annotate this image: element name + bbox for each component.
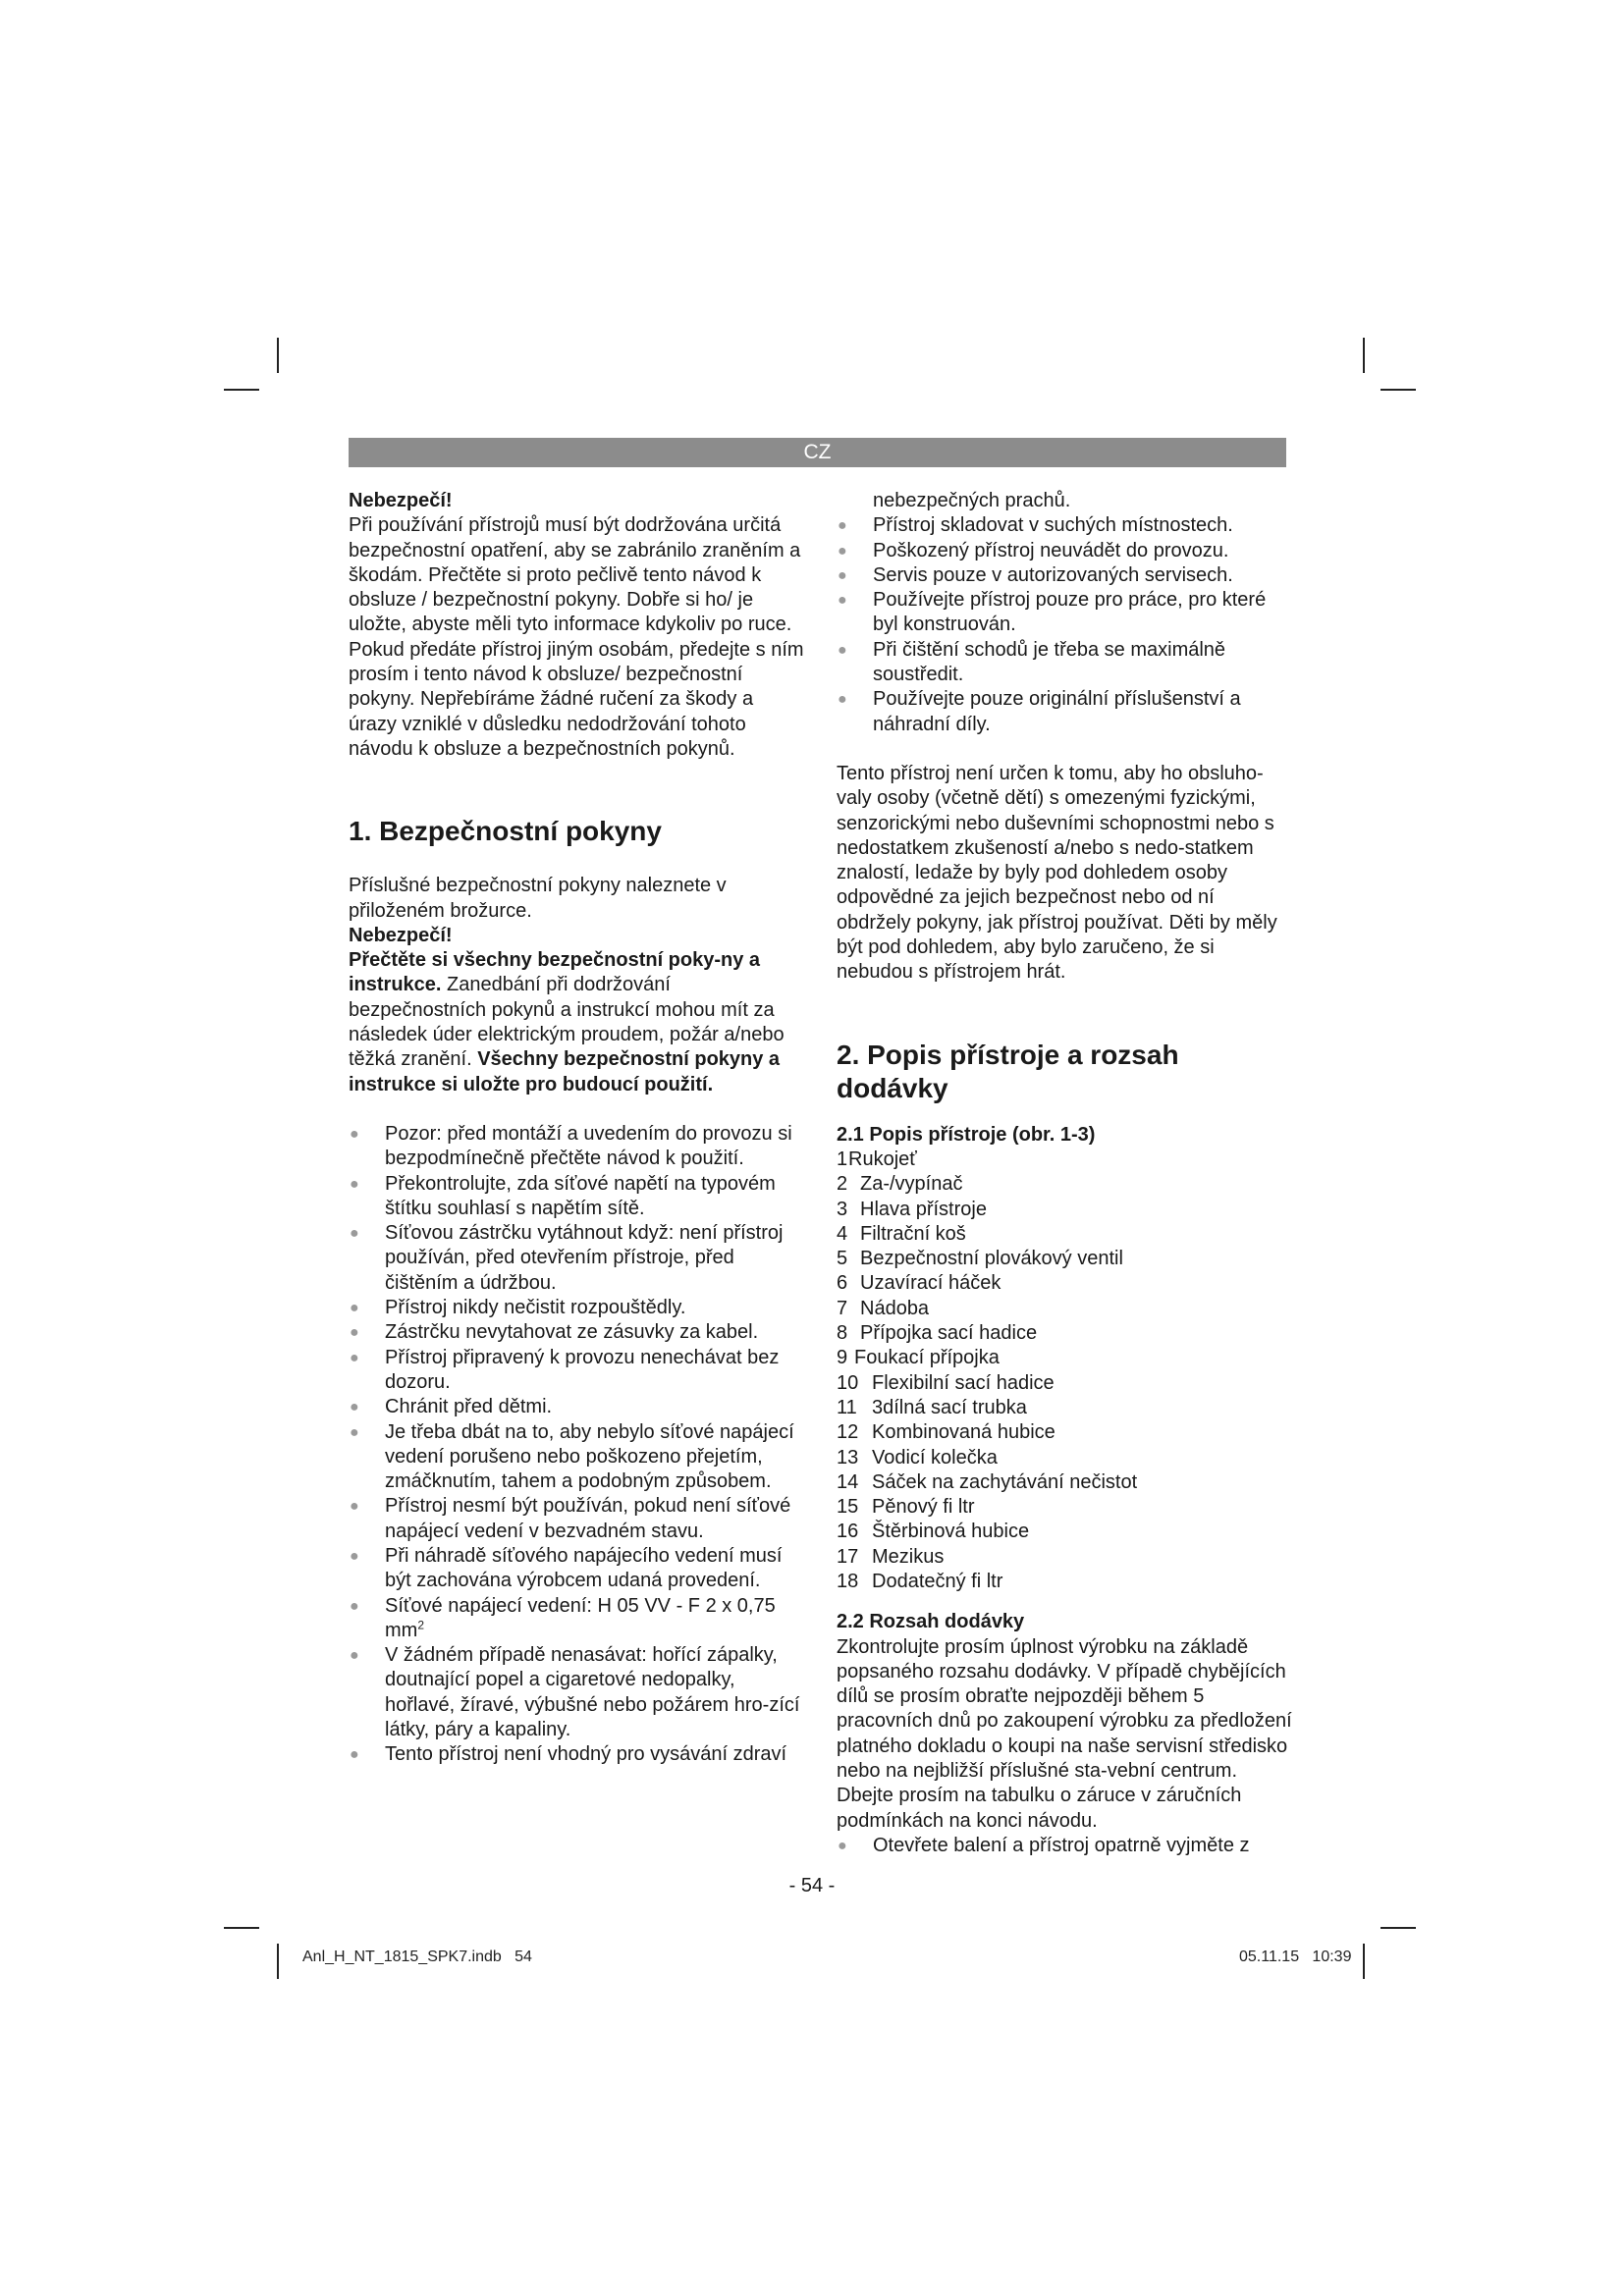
list-item: 12 Kombinovaná hubice (837, 1421, 1056, 1444)
bullet-icon: ● (350, 1175, 359, 1193)
bullet-icon: ● (350, 1423, 359, 1441)
delivery-scope-text: Zkontrolujte prosím úplnost výrobku na základě popsaného rozsahu dodávky. V případě chybějících dílů se prosím obraťte nejpozději během 5 pracovních dnů po zakoupení výrobku za předložení platného dokladu o koupi na naše servisní středisko nebo na nejbližší příslušné sta-vební centrum. Dbejte prosím na tabulku o záruce v záručních podmínkách na konci návodu. (837, 1635, 1292, 1832)
crop-mark (1380, 1927, 1416, 1929)
cable-spec: Síťové napájecí vedení: H 05 VV - F 2 x 0,75 mm (385, 1594, 776, 1641)
right-column (837, 489, 1293, 1858)
list-item: ● Překontrolujte, zda síťové napětí na typovém štítku souhlasí s napětím sítě. (350, 1172, 776, 1219)
list-item: 9 Foukací přípojka (837, 1347, 1000, 1369)
left-column (349, 489, 805, 1768)
list-item: ● Síťovou zástrčku vytáhnout když: není přístroj používán, před otevřením přístroje, před čištěním a údržbou. (350, 1222, 784, 1294)
bullet-icon: ● (350, 1547, 359, 1565)
list-item: 16 Štěrbinová hubice (837, 1521, 1030, 1543)
list-item: ● Přístroj nikdy nečistit rozpouštědly. (349, 1296, 805, 1320)
bullet-icon: ● (838, 566, 847, 584)
page-number: - 54 - (788, 1875, 836, 1896)
crop-mark (224, 389, 259, 391)
list-item: ● Pozor: před montáží a uvedením do provozu si bezpodmínečně přečtěte návod k použití. (350, 1122, 792, 1170)
section-1-intro: Příslušné bezpečnostní pokyny naleznete v přiloženém brožurce. (349, 875, 727, 922)
footer-file-info: Anl_H_NT_1815_SPK7.indb 54 (302, 1949, 532, 1965)
warning-bold-1: Přečtěte si všechny bezpečnostní poky-ny a instrukce. (349, 949, 761, 996)
bullet-icon: ● (838, 641, 847, 659)
bullet-icon: ● (350, 1498, 359, 1516)
bullet-icon: ● (350, 1399, 359, 1416)
bullet-icon: ● (350, 1125, 359, 1143)
list-item: ● Otevřete balení a přístroj opatrně vyjměte z (837, 1834, 1293, 1858)
bullet-icon: ● (350, 1300, 359, 1317)
bullet-icon: ● (838, 592, 847, 610)
bullet-icon: ● (350, 1225, 359, 1243)
bullet-icon: ● (350, 1746, 359, 1764)
section-2-title: 2. Popis přístroje a rozsah dodávky (837, 1039, 1179, 1103)
subsection-2-2-title: 2.2 Rozsah dodávky (837, 1611, 1025, 1633)
unpack-bullet-list (837, 1834, 1293, 1858)
list-item: ● Tento přístroj není vhodný pro vysávání zdraví (349, 1742, 805, 1767)
language-header-bar (349, 438, 1286, 467)
intro-heading: Nebezpečí! (349, 490, 453, 511)
crop-mark (224, 1927, 259, 1929)
list-item: 11 3dílná sací trubka (837, 1396, 1027, 1418)
list-item: 7 Nádoba (837, 1297, 930, 1319)
list-item: ● Při čištění schodů je třeba se maximálně soustředit. (838, 638, 1226, 686)
footer-datetime: 05.11.15 10:39 (1239, 1949, 1352, 1965)
children-notice: Tento přístroj není určen k tomu, aby ho obsluho-valy osoby (včetně dětí) s omezenými fyzickými, senzorickými nebo duševními schopnostmi nebo s nedostatkem zkušeností a/nebo s nedo-statkem znalostí, ledaže by byly pod dohledem osoby odpovědné za jejich bezpečnost nebo od ní obdržely pokyny, jak přístroj používat. Děti by měly být pod dohledem, aby bylo zaručeno, že si nebudou s přístrojem hrát. (837, 762, 1277, 984)
subsection-2-1-title: 2.1 Popis přístroje (obr. 1-3) (837, 1123, 1096, 1146)
list-item: 2 Za-/vypínač (837, 1173, 963, 1196)
list-item: ● Zástrčku nevytahovat ze zásuvky za kabel. (349, 1320, 805, 1345)
section-1-title: 1. Bezpečnostní pokyny (349, 816, 662, 847)
crop-mark (1363, 1944, 1365, 1979)
crop-mark (277, 338, 279, 373)
list-item: ● Přístroj připravený k provozu nenechávat bez dozoru. (350, 1346, 780, 1393)
list-item: ● Používejte pouze originální příslušenství a náhradní díly. (838, 688, 1241, 735)
bullet-icon: ● (838, 542, 847, 560)
crop-mark (277, 1944, 279, 1979)
list-item: 14 Sáček na zachytávání nečistot (837, 1470, 1138, 1493)
bullet-icon: ● (838, 517, 847, 535)
bullet-icon: ● (838, 1837, 847, 1854)
storage-bullet-list (837, 513, 1293, 737)
list-item: 6 Uzavírací háček (837, 1272, 1001, 1295)
crop-mark (1363, 338, 1365, 373)
list-item: 1 Rukojeť (837, 1148, 917, 1170)
list-item: ● Přístroj nesmí být používán, pokud není síťové napájecí vedení v bezvadném stavu. (350, 1495, 791, 1542)
continuation-text: nebezpečných prachů. (873, 490, 1071, 511)
list-item: ● Používejte přístroj pouze pro práce, pro které byl konstruován. (838, 589, 1267, 636)
list-item: 5 Bezpečnostní plovákový ventil (837, 1248, 1123, 1270)
list-item: 17 Mezikus (837, 1545, 945, 1568)
bullet-icon: ● (838, 691, 847, 709)
list-item: 4 Filtrační koš (837, 1222, 966, 1245)
safety-bullet-list (349, 1122, 805, 1768)
list-item: 13 Vodicí kolečka (837, 1446, 998, 1468)
list-item: ● Chránit před dětmi. (349, 1395, 805, 1419)
parts-list (837, 1148, 1293, 1594)
list-item: 10 Flexibilní sací hadice (837, 1371, 1055, 1394)
bullet-icon: ● (350, 1324, 359, 1342)
list-item: 15 Pěnový fi ltr (837, 1496, 975, 1519)
list-item: 3 Hlava přístroje (837, 1198, 987, 1220)
list-item: ● Servis pouze v autorizovaných servisech. (837, 563, 1293, 588)
list-item: ● Poškozený přístroj neuvádět do provozu. (837, 539, 1293, 563)
warning-bold-2: Všechny bezpečnostní pokyny a instrukce si uložte pro budoucí použití. (349, 1048, 781, 1095)
warning-paragraph (349, 948, 805, 1097)
list-item (349, 1594, 805, 1644)
cable-spec-superscript: 2 (417, 1618, 425, 1632)
list-item: 8 Přípojka sací hadice (837, 1322, 1038, 1345)
list-item: ● V žádném případě nenasávat: hořící zápalky, doutnající popel a cigaretové nedopalky, hořlavé, žíravé, výbušné nebo požárem hro-zící látky, páry a kapaliny. (350, 1644, 800, 1741)
bullet-icon: ● (350, 1597, 359, 1615)
intro-text: Při používání přístrojů musí být dodržována určitá bezpečnostní opatření, aby se zabránilo zraněním a škodám. Přečtěte si proto pečlivě tento návod k obsluze / bezpečnostní pokyny. Dobře si ho/ je uložte, abyste měli tyto informace kdykoliv po ruce. Pokud předáte přístroj jiným osobám, předejte s ním prosím i tento návod k obsluze/ bezpečnostní pokyny. Nepřebíráme žádné ručení za škody a úrazy vzniklé v důsledku nedodržování tohoto návodu k obsluze a bezpečnostních pokynů. (349, 514, 804, 760)
warning-normal: Zanedbání při dodržování bezpečnostních pokynů a instrukcí mohou mít za následek úder elektrickým proudem, požár a/nebo těžká zranění. (349, 974, 785, 1071)
language-label: CZ (803, 441, 832, 463)
list-item: ● Je třeba dbát na to, aby nebylo síťové napájecí vedení porušeno nebo poškozeno přejetím, zmáčknutím, tahem a podobným způsobem. (350, 1420, 794, 1493)
crop-mark (1380, 389, 1416, 391)
list-item: ● Přístroj skladovat v suchých místnostech. (837, 513, 1293, 538)
list-item: ● Při náhradě síťového napájecího vedení musí být zachována výrobcem udaná provedení. (350, 1544, 783, 1592)
bullet-icon: ● (350, 1647, 359, 1665)
bullet-icon: ● (350, 1349, 359, 1366)
danger-label: Nebezpečí! (349, 924, 453, 946)
list-item: 18 Dodatečný fi ltr (837, 1570, 1003, 1592)
